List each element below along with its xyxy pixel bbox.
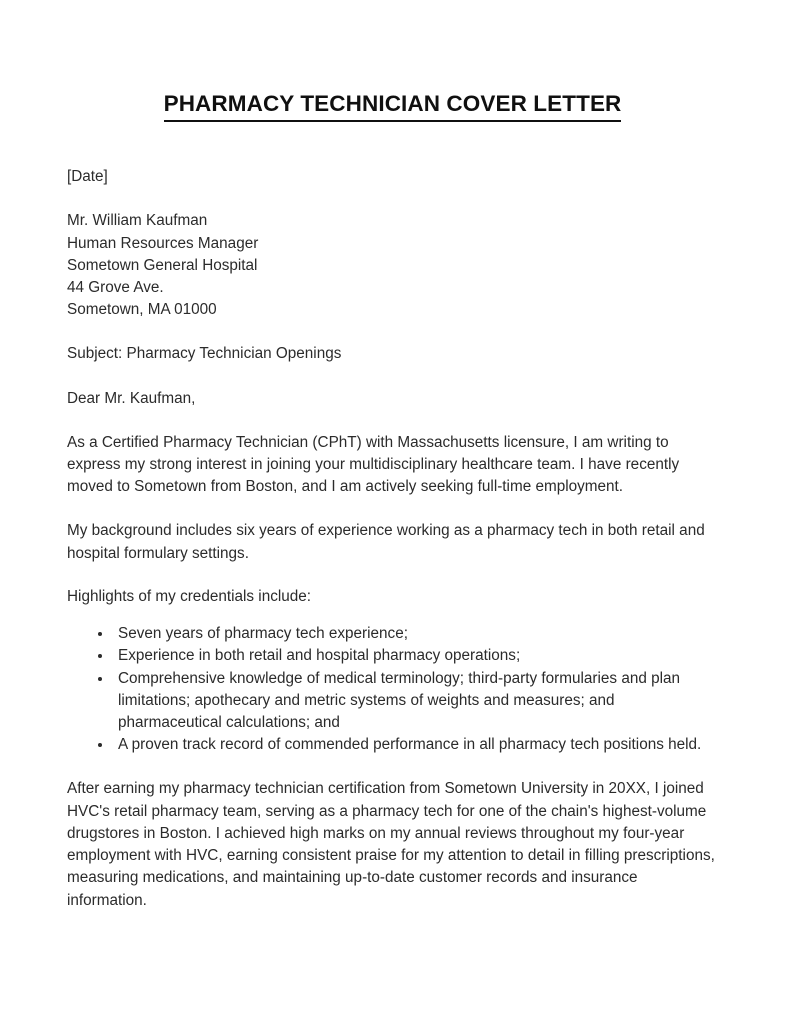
salutation: Dear Mr. Kaufman, xyxy=(67,389,196,407)
list-item xyxy=(67,623,718,645)
list-item-text: Comprehensive knowledge of medical terminology; third-party formularies and plan limitations; apothecary and metric systems of weights and measures; and pharmaceutical calculations; and xyxy=(118,669,681,732)
recipient-address-block xyxy=(67,210,718,321)
recipient-organization: Sometown General Hospital xyxy=(67,256,258,274)
list-item xyxy=(67,645,718,667)
highlights-lead-in: Highlights of my credentials include: xyxy=(67,587,312,605)
subject-line: Subject: Pharmacy Technician Openings xyxy=(67,345,342,363)
paragraph-experience: After earning my pharmacy technician certification from Sometown University in 20XX, I joined HVC's retail pharmacy team, serving as a pharmacy tech for one of the chain's highest-volume drugstores in Boston. I achieved high marks on my annual reviews throughout my four-year employment with HVC, earning consistent praise for my attention to detail in filling prescriptions, measuring medications, and maintaining up-to-date customer records and insurance information. xyxy=(67,780,715,909)
recipient-job-title: Human Resources Manager xyxy=(67,234,259,252)
recipient-name: Mr. William Kaufman xyxy=(67,212,208,230)
list-item-text: Seven years of pharmacy tech experience; xyxy=(118,625,408,643)
recipient-street: 44 Grove Ave. xyxy=(67,278,164,296)
paragraph-intro: As a Certified Pharmacy Technician (CPhT) with Massachusetts licensure, I am writing to express my strong interest in joining your multidisciplinary healthcare team. I have recently moved to Sometown from Boston, and I am actively seeking full-time employment. xyxy=(67,433,680,496)
highlights-list xyxy=(67,623,718,756)
list-item-text: Experience in both retail and hospital pharmacy operations; xyxy=(118,647,521,665)
page-title-text: PHARMACY TECHNICIAN COVER LETTER xyxy=(164,90,622,122)
list-item xyxy=(67,668,718,735)
letter-content xyxy=(67,0,718,927)
paragraph-background: My background includes six years of experience working as a pharmacy tech in both retail and hospital formulary settings. xyxy=(67,522,705,562)
list-item-text: A proven track record of commended performance in all pharmacy tech positions held. xyxy=(118,736,702,754)
date-placeholder: [Date] xyxy=(67,168,108,186)
list-item xyxy=(67,734,718,756)
recipient-city-state-zip: Sometown, MA 01000 xyxy=(67,301,217,319)
page-title xyxy=(67,0,718,122)
